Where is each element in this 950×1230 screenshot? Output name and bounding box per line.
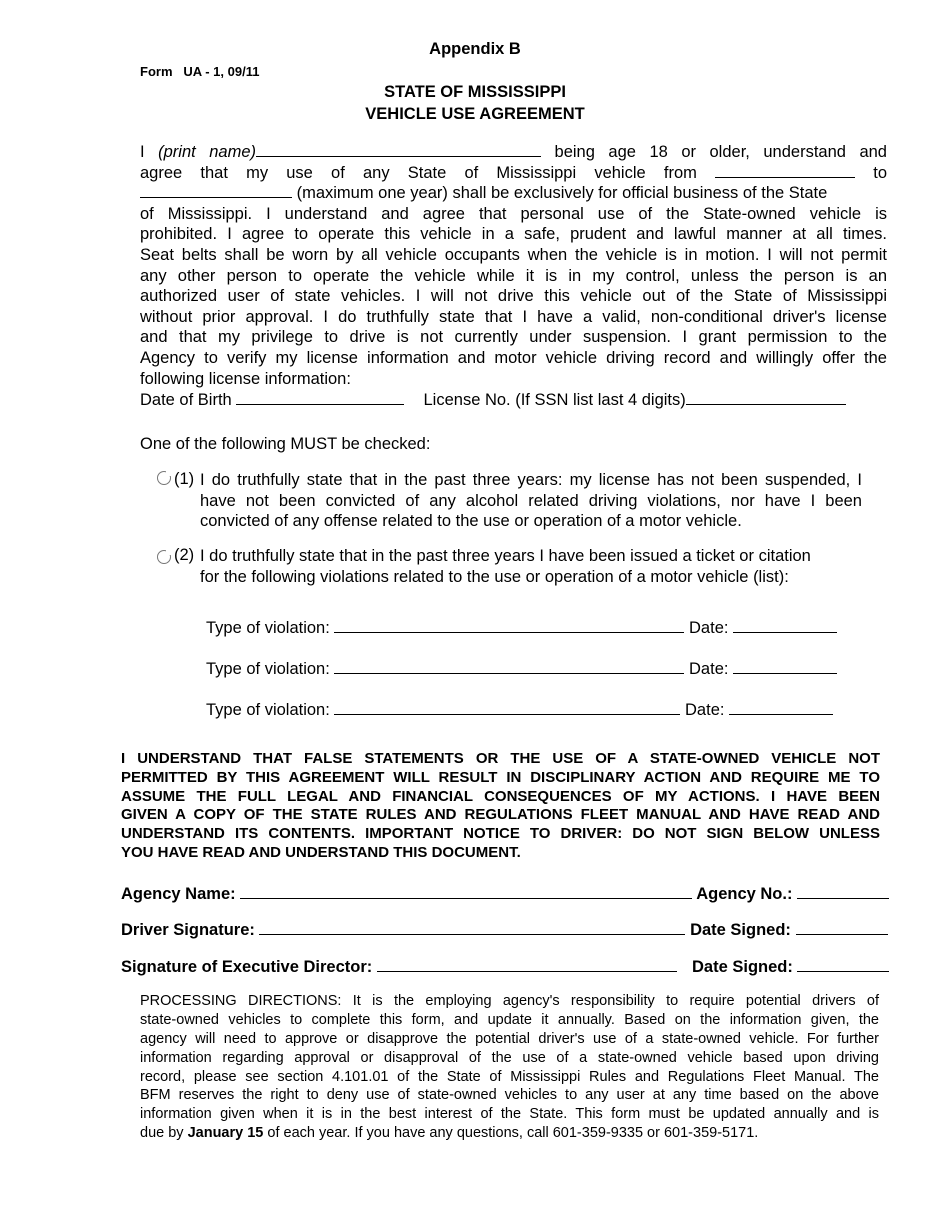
executive-date-signed-label: Date Signed:	[692, 958, 793, 976]
intro-l2-text: agree that my use of any State of Mississippi vehicle from	[140, 163, 697, 182]
violation-date-field[interactable]	[733, 659, 837, 674]
executive-signature-field[interactable]	[377, 957, 677, 972]
intro-line-7: any other person to operate the vehicle while it is in my control, unless the person is an	[140, 266, 887, 285]
license-row	[140, 390, 846, 410]
violation-row-2	[206, 659, 837, 679]
processing-contact-text: of each year. If you have any questions, call 601-359-9335 or 601-359-5171.	[267, 1125, 759, 1142]
option-1-number: (1)	[174, 470, 195, 488]
option-1-radio[interactable]	[157, 471, 171, 485]
warning-notice	[121, 750, 880, 863]
dob-label: Date of Birth	[140, 391, 232, 409]
option-2-radio[interactable]	[157, 550, 171, 564]
option-2-text	[200, 546, 840, 588]
processing-directions	[140, 992, 879, 1143]
intro-line-1	[140, 142, 887, 163]
processing-line-2: state-owned vehicles to complete this form, and update it annually. Based on the information given, the	[140, 1011, 879, 1028]
option-2-number: (2)	[174, 546, 195, 564]
agreement-paragraph	[140, 142, 887, 389]
intro-line-12: following license information:	[140, 369, 351, 388]
processing-line-5: record, please see section 4.101.01 of the State of Mississippi Rules and Regulations Fleet Manual. The	[140, 1068, 879, 1085]
option-1-text	[200, 470, 862, 532]
executive-signature-row	[121, 957, 889, 977]
state-title: STATE OF MISSISSIPPI	[384, 83, 566, 101]
option-1-line-2: have not been convicted of any alcohol related driving violations, nor have I been	[200, 491, 862, 510]
violation-date-label: Date:	[685, 701, 725, 719]
driver-date-signed-field[interactable]	[796, 920, 888, 935]
option-2-line-2: for the following violations related to the use or operation of a motor vehicle (list):	[200, 568, 789, 586]
agency-name-field[interactable]	[240, 884, 692, 899]
processing-due-text: due by	[140, 1125, 184, 1142]
intro-line-2	[140, 163, 887, 184]
intro-i: I	[140, 143, 145, 161]
violation-date-label: Date:	[689, 619, 729, 637]
form-number: Form UA - 1, 09/11	[140, 64, 260, 79]
dob-field[interactable]	[236, 390, 404, 405]
violation-type-field[interactable]	[334, 700, 680, 715]
print-name-label: (print name)	[158, 143, 256, 161]
warning-line-4: GIVEN A COPY OF THE STATE RULES AND REGULATIONS FLEET MANUAL AND HAVE READ AND	[121, 806, 880, 824]
check-instruction: One of the following MUST be checked:	[140, 435, 431, 453]
warning-line-6: YOU HAVE READ AND UNDERSTAND THIS DOCUMENT.	[121, 843, 521, 861]
intro-line-10: and that my privilege to drive is not currently under suspension. I grant permission to the	[140, 328, 887, 347]
agency-no-field[interactable]	[797, 884, 889, 899]
agency-name-label: Agency Name:	[121, 885, 236, 903]
agency-row	[121, 884, 889, 904]
intro-line-3	[140, 183, 887, 204]
license-label: License No. (If SSN list last 4 digits)	[423, 391, 686, 409]
intro-line-8: authorized user of state vehicles. I will not drive this vehicle out of the State of Mississippi	[140, 287, 887, 306]
option-1-line-3: convicted of any offense related to the use or operation of a motor vehicle.	[200, 512, 742, 530]
intro-l3-text: (maximum one year) shall be exclusively for official business of the State	[296, 184, 828, 203]
violation-type-field[interactable]	[334, 618, 684, 633]
violation-type-label: Type of violation:	[206, 619, 330, 637]
intro-line-11: Agency to verify my license information and motor vehicle driving record and willingly offer the	[140, 348, 887, 367]
violation-row-3	[206, 700, 833, 720]
license-field[interactable]	[686, 390, 846, 405]
processing-line-8	[140, 1124, 879, 1143]
executive-date-signed-field[interactable]	[797, 957, 889, 972]
intro-l1-rest: being age 18 or older, understand and	[554, 143, 887, 161]
warning-line-3: ASSUME THE FULL LEGAL AND FINANCIAL CONSEQUENCES OF MY ACTIONS. I HAVE BEEN	[121, 787, 880, 805]
driver-signature-label: Driver Signature:	[121, 921, 255, 939]
driver-date-signed-label: Date Signed:	[690, 921, 791, 939]
violation-row-1	[206, 618, 837, 638]
violation-date-field[interactable]	[733, 618, 837, 633]
processing-line-3: agency will need to approve or disapprove the potential driver's use of a state-owned vehicle. For further	[140, 1030, 879, 1047]
print-name-field[interactable]	[256, 142, 541, 157]
warning-line-5: UNDERSTAND ITS CONTENTS. IMPORTANT NOTICE TO DRIVER: DO NOT SIGN BELOW UNLESS	[121, 825, 880, 843]
driver-signature-field[interactable]	[259, 920, 685, 935]
warning-line-1: I UNDERSTAND THAT FALSE STATEMENTS OR THE USE OF A STATE-OWNED VEHICLE NOT	[121, 750, 880, 767]
intro-line-9: without prior approval. I do truthfully state that I have a valid, non-conditional driver's license	[140, 307, 887, 326]
processing-line-7: information given when it is in the best interest of the State. This form must be updated annually and is	[140, 1106, 879, 1123]
violation-type-label: Type of violation:	[206, 660, 330, 678]
processing-line-1: PROCESSING DIRECTIONS: It is the employing agency's responsibility to require potential drivers of	[140, 993, 879, 1009]
option-1-line-1: I do truthfully state that in the past three years: my license has not been suspended, I	[200, 471, 862, 489]
agency-no-label: Agency No.:	[696, 885, 793, 903]
option-2-line-1: I do truthfully state that in the past three years I have been issued a ticket or citation	[200, 547, 811, 565]
intro-line-4: of Mississippi. I understand and agree that personal use of the State-owned vehicle is	[140, 204, 887, 223]
violation-date-field[interactable]	[729, 700, 833, 715]
processing-due-date: January 15	[187, 1125, 264, 1142]
processing-line-4: information regarding approval or disapproval of the use of a state-owned vehicle based upon driving	[140, 1049, 879, 1066]
intro-l2-to: to	[873, 163, 888, 182]
warning-line-2: PERMITTED BY THIS AGREEMENT WILL RESULT IN DISCIPLINARY ACTION AND REQUIRE ME TO	[121, 768, 880, 786]
agreement-title: VEHICLE USE AGREEMENT	[365, 105, 585, 123]
processing-line-6: BFM reserves the right to deny use of state-owned vehicles to any user at any time based on the above	[140, 1087, 879, 1104]
driver-signature-row	[121, 920, 888, 940]
violation-type-field[interactable]	[334, 659, 684, 674]
intro-line-6: Seat belts shall be worn by all vehicle occupants when the vehicle is in motion. I will not permit	[140, 245, 887, 264]
executive-signature-label: Signature of Executive Director:	[121, 958, 373, 976]
date-to-field[interactable]	[140, 183, 292, 198]
violation-date-label: Date:	[689, 660, 729, 678]
violation-type-label: Type of violation:	[206, 701, 330, 719]
appendix-label: Appendix B	[429, 40, 521, 58]
intro-line-5: prohibited. I agree to operate this vehicle in a safe, prudent and lawful manner at all times.	[140, 225, 887, 244]
date-from-field[interactable]	[715, 163, 855, 178]
